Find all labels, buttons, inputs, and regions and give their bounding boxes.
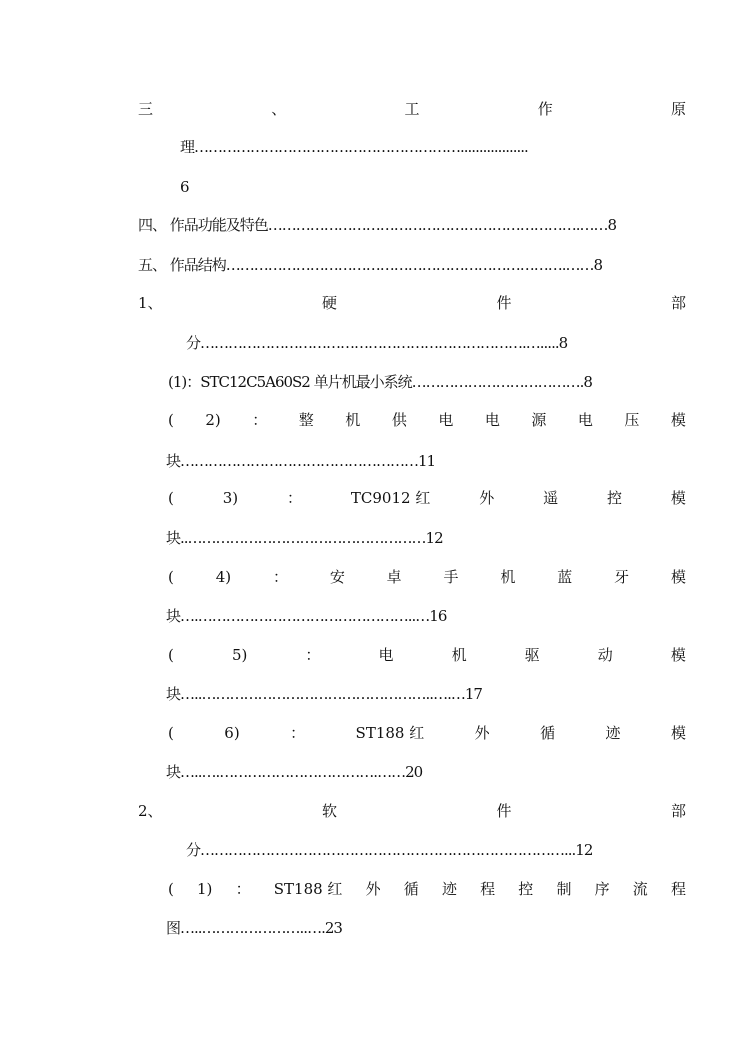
toc-char: 模 [670,646,686,664]
toc-char: 压 [624,411,640,429]
toc-char: 6) [224,724,240,742]
toc-entry-sw-1-cont[interactable]: 图…..…………………..….23 [166,919,342,937]
toc-entry-hw-1[interactable]: (1)：STC12C5A60S2 单片机最小系统……………………………….8 [168,373,592,391]
toc-char: 外 [365,880,381,898]
toc-char: 、 [271,100,287,118]
toc-char: 流 [632,880,648,898]
toc-char: ( [168,646,174,664]
toc-char: 工 [404,100,420,118]
toc-char: 模 [670,489,686,507]
toc-entry-hw-4-cont[interactable]: 块….………………………………………..…16 [166,607,447,625]
toc-char: 2) [205,411,221,429]
toc-char: 电 [484,411,500,429]
toc-char: ( [168,568,174,586]
toc-char: 制 [556,880,572,898]
toc-entry-hardware-cont[interactable]: 分…………………………………………………………….….....8 [186,334,568,352]
toc-char: 1) [197,880,213,898]
toc-entry-hw-2[interactable] [168,410,686,430]
toc-entry-hw-2-cont[interactable]: 块……………………………………………11 [166,452,436,470]
toc-char: 蓝 [557,568,573,586]
toc-char: 动 [597,646,613,664]
toc-entry-hw-6[interactable] [168,723,686,743]
toc-char: 3) [222,489,239,507]
toc-char: ： [252,411,268,429]
toc-char: 软 [322,802,338,820]
toc-char: 驱 [524,646,540,664]
toc-char: 硬 [322,294,338,312]
toc-char: 源 [531,411,547,429]
toc-char: 5) [231,646,248,664]
toc-entry-hw-6-cont[interactable]: 块…..….…………………………….……20 [166,763,423,781]
toc-char: 4) [215,568,232,586]
toc-char: 模 [670,568,686,586]
toc-entry-hardware[interactable] [138,293,686,313]
toc-char: 外 [479,489,495,507]
toc-char: 电 [438,411,454,429]
toc-char: 外 [474,724,490,742]
toc-entry-section-3-cont[interactable]: 理………………………………………………….................. [180,138,528,156]
toc-char: ( [168,880,174,898]
toc-entry-software-cont[interactable]: 分……………………………………………………………………...12 [186,841,593,859]
toc-char: 程 [670,880,686,898]
toc-char: 1、 [138,294,163,312]
toc-char: 程 [480,880,496,898]
toc-char: 部 [670,802,686,820]
toc-char: 原 [670,100,686,118]
toc-char: 控 [518,880,534,898]
toc-char: 序 [594,880,610,898]
toc-entry-hw-5-cont[interactable]: 块…..…………………………………………..….…17 [166,685,482,703]
toc-entry-software[interactable] [138,801,686,821]
toc-char: 机 [500,568,516,586]
toc-char: ( [168,489,174,507]
toc-entry-hw-4[interactable] [168,567,686,587]
toc-entry-section-5[interactable]: 五、 作品结构……………………………………………………………….……8 [138,256,603,274]
toc-char: 模 [670,411,686,429]
toc-char: ST188 红 [273,880,343,898]
toc-char: 卓 [386,568,402,586]
toc-char: 件 [496,802,512,820]
toc-char: 控 [607,489,623,507]
toc-char: 整 [298,411,314,429]
toc-entry-sw-1[interactable] [168,879,686,899]
toc-char: ( [168,724,174,742]
toc-entry-section-3[interactable] [138,99,686,119]
toc-char: 手 [443,568,459,586]
toc-entry-hw-3[interactable] [168,488,686,508]
toc-char: 模 [670,724,686,742]
toc-char: 三 [138,100,154,118]
toc-entry-hw-5[interactable] [168,645,686,665]
toc-char: ： [305,646,321,664]
toc-entry-hw-3-cont[interactable]: 块..……………………………………………12 [166,529,443,547]
toc-entry-section-3-page[interactable]: 6 [180,178,190,196]
toc-char: 牙 [614,568,630,586]
toc-char: ： [235,880,251,898]
toc-char: 遥 [543,489,559,507]
toc-entry-section-4[interactable]: 四、 作品功能及特色………………………………………………………….……8 [138,216,617,234]
toc-char: ： [272,568,288,586]
toc-char: 循 [540,724,556,742]
toc-char: 作 [537,100,553,118]
toc-char: 机 [345,411,361,429]
toc-char: ( [168,411,174,429]
toc-char: 供 [391,411,407,429]
toc-char: 循 [403,880,419,898]
toc-char: ： [290,724,306,742]
toc-char: 件 [496,294,512,312]
toc-char: 安 [329,568,345,586]
toc-char: 电 [577,411,593,429]
toc-char: ： [287,489,303,507]
toc-char: 部 [670,294,686,312]
toc-char: 机 [451,646,467,664]
toc-char: 迹 [441,880,457,898]
toc-char: 2、 [138,802,163,820]
toc-char: TC9012 红 [350,489,431,507]
toc-char: ST188 红 [355,724,425,742]
toc-char: 电 [378,646,394,664]
toc-char: 迹 [605,724,621,742]
